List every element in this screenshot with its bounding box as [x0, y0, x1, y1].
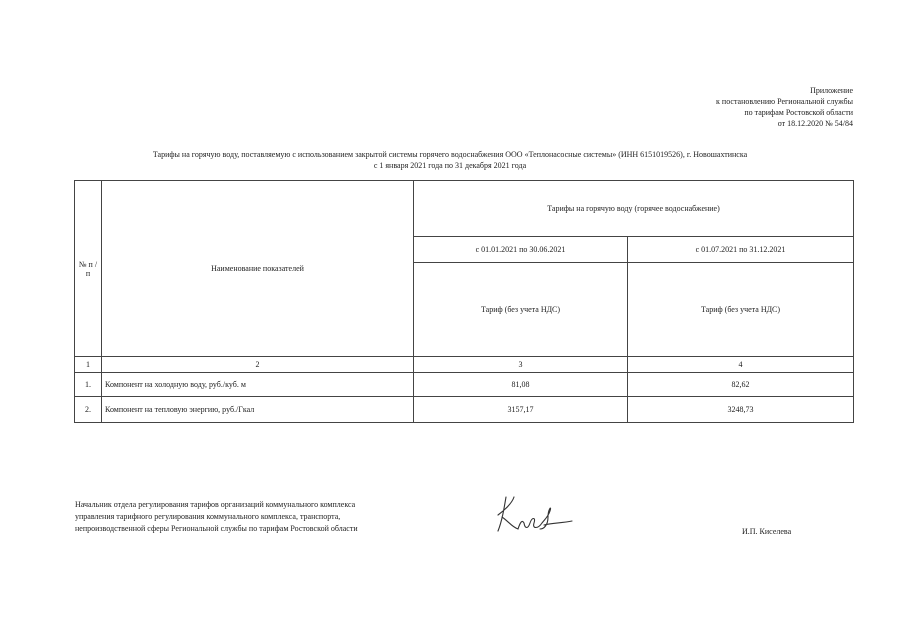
document-title	[70, 149, 830, 171]
column-number-row	[75, 357, 854, 373]
position-line: непроизводственной сферы Региональной службы по тарифам Ростовской области	[75, 524, 358, 533]
column-number: 2	[102, 357, 414, 373]
column-number: 4	[628, 357, 854, 373]
row-value-1: 81,08	[414, 373, 628, 397]
table-row	[75, 397, 854, 423]
appendix-line: по тарифам Ростовской области	[744, 108, 853, 117]
period-2: с 01.07.2021 по 31.12.2021	[628, 237, 854, 263]
table-row	[75, 373, 854, 397]
title-period: с 1 января 2021 года по 31 декабря 2021 года	[373, 161, 527, 170]
row-value-2: 3248,73	[628, 397, 854, 423]
column-number: 3	[414, 357, 628, 373]
row-num: 2.	[75, 397, 102, 423]
tariff-label-1: Тариф (без учета НДС)	[414, 263, 628, 357]
row-name: Компонент на холодную воду, руб./куб. м	[102, 373, 414, 397]
appendix-line: к постановлению Региональной службы	[716, 97, 853, 106]
row-value-1: 3157,17	[414, 397, 628, 423]
signer-name: И.П. Киселева	[742, 527, 792, 536]
tariff-table	[74, 180, 854, 423]
position-line: управления тарифного регулирования коммунального комплекса, транспорта,	[75, 512, 341, 521]
column-number: 1	[75, 357, 102, 373]
position-line: Начальник отдела регулирования тарифов организаций коммунального комплекса	[75, 500, 356, 509]
signer-position	[75, 499, 358, 535]
title-line: Тарифы на горячую воду, поставляемую с использованием закрытой системы горячего водоснабжения ООО «Теплонасосные системы» (ИНН 6151019526), г. Новошахтинска	[152, 150, 748, 159]
handwritten-signature	[492, 489, 574, 537]
appendix-line: от 18.12.2020 № 54/84	[777, 119, 853, 128]
row-num: 1.	[75, 373, 102, 397]
tariff-label-2: Тариф (без учета НДС)	[628, 263, 854, 357]
appendix-header	[716, 85, 853, 129]
row-value-2: 82,62	[628, 373, 854, 397]
header-name: Наименование показателей	[102, 181, 414, 357]
appendix-line: Приложение	[810, 86, 853, 95]
header-num: № п /п	[75, 181, 102, 357]
header-tariffs: Тарифы на горячую воду (горячее водоснабжение)	[414, 181, 854, 237]
row-name: Компонент на тепловую энергию, руб./Гкал	[102, 397, 414, 423]
period-1: с 01.01.2021 по 30.06.2021	[414, 237, 628, 263]
